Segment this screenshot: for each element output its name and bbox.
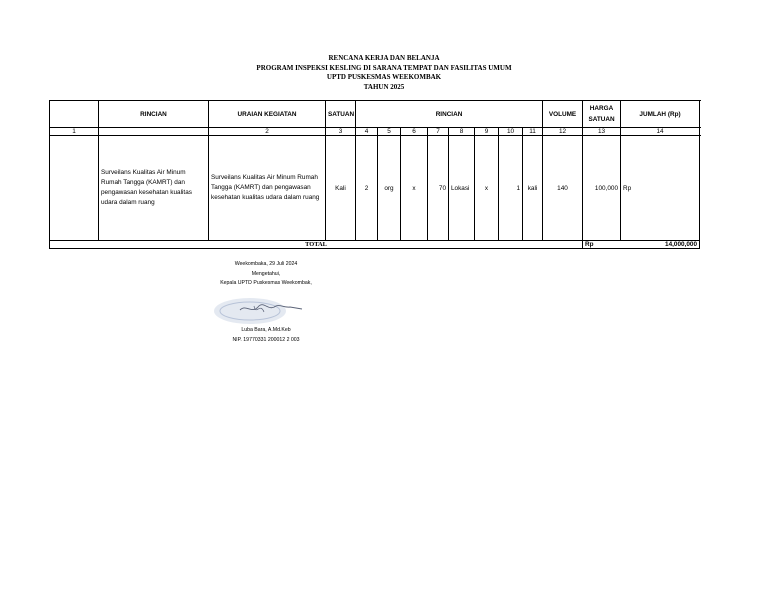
row-unit-2: Lokasi [449, 136, 475, 241]
row-qty-2: 70 [428, 136, 449, 241]
col-number: 1 [50, 128, 99, 136]
col-number: 13 [583, 128, 621, 136]
header-harga-satuan: HARGA SATUAN [583, 101, 621, 128]
header-rincian: RINCIAN [99, 101, 209, 128]
place-date: Weekombaka, 29 Juli 2024 [234, 261, 298, 267]
knowing-label: Mengetahui, [251, 270, 281, 277]
header-blank [50, 101, 99, 128]
title-line-1: RENCANA KERJA DAN BELANJA [328, 54, 440, 62]
col-number: 10 [499, 128, 523, 136]
table-header-row [50, 101, 700, 128]
title-line-4: TAHUN 2025 [363, 82, 405, 91]
table-row [50, 136, 700, 241]
budget-table [49, 100, 700, 249]
title-line-2: PROGRAM INSPEKSI KESLING DI SARANA TEMPAT DAN FASILITAS UMUM [256, 63, 512, 72]
signer-block [210, 326, 322, 345]
row-satuan: Kali [326, 136, 356, 241]
row-currency: Rp [621, 136, 700, 241]
header-rincian-detail: RINCIAN [356, 101, 543, 128]
row-unit-3: kali [523, 136, 543, 241]
row-harga-satuan: 100,000 [583, 136, 621, 241]
row-rincian: Surveilans Kualitas Air Minum Rumah Tangga (KAMRT) dan pengawasan kesehatan kualitas udara dalam ruang [99, 136, 209, 241]
total-label: TOTAL [50, 241, 583, 249]
col-number: 6 [401, 128, 428, 136]
col-number: 3 [326, 128, 356, 136]
col-number-blank [99, 128, 209, 136]
signer-nip: NIP. 19770331 200012 2 003 [232, 336, 300, 343]
col-number: 5 [378, 128, 401, 136]
signer-name: Luba Bara, A.Md.Keb [241, 327, 291, 333]
col-number: 8 [449, 128, 475, 136]
total-row [50, 241, 700, 249]
row-qty-3: 1 [499, 136, 523, 241]
header-uraian: URAIAN KEGIATAN [209, 101, 326, 128]
signer-position: Kepala UPTD Puskesmas Weekombak, [220, 280, 312, 287]
row-multiply-1: x [401, 136, 428, 241]
row-qty-1: 2 [356, 136, 378, 241]
total-currency: Rp [583, 241, 621, 249]
signature-stamp-image [210, 292, 308, 326]
row-blank [50, 136, 99, 241]
signature-block [210, 260, 322, 289]
col-number: 14 [621, 128, 700, 136]
row-volume: 140 [543, 136, 583, 241]
col-number: 11 [523, 128, 543, 136]
column-number-row [50, 128, 700, 136]
title-line-3: UPTD PUSKESMAS WEEKOMBAK [326, 73, 442, 81]
header-satuan: SATUAN [326, 101, 356, 128]
col-number: 7 [428, 128, 449, 136]
total-value: 14,000,000 [621, 241, 700, 249]
col-number: 2 [209, 128, 326, 136]
document-title [0, 54, 768, 92]
row-uraian: Surveilans Kualitas Air Minum Rumah Tangga (KAMRT) dan pengawasan kesehatan kualitas udara dalam ruang [209, 136, 326, 241]
header-volume: VOLUME [543, 101, 583, 128]
row-unit-1: org [378, 136, 401, 241]
col-number: 4 [356, 128, 378, 136]
col-number: 9 [475, 128, 499, 136]
row-multiply-2: x [475, 136, 499, 241]
col-number: 12 [543, 128, 583, 136]
header-jumlah: JUMLAH (Rp) [621, 101, 700, 128]
